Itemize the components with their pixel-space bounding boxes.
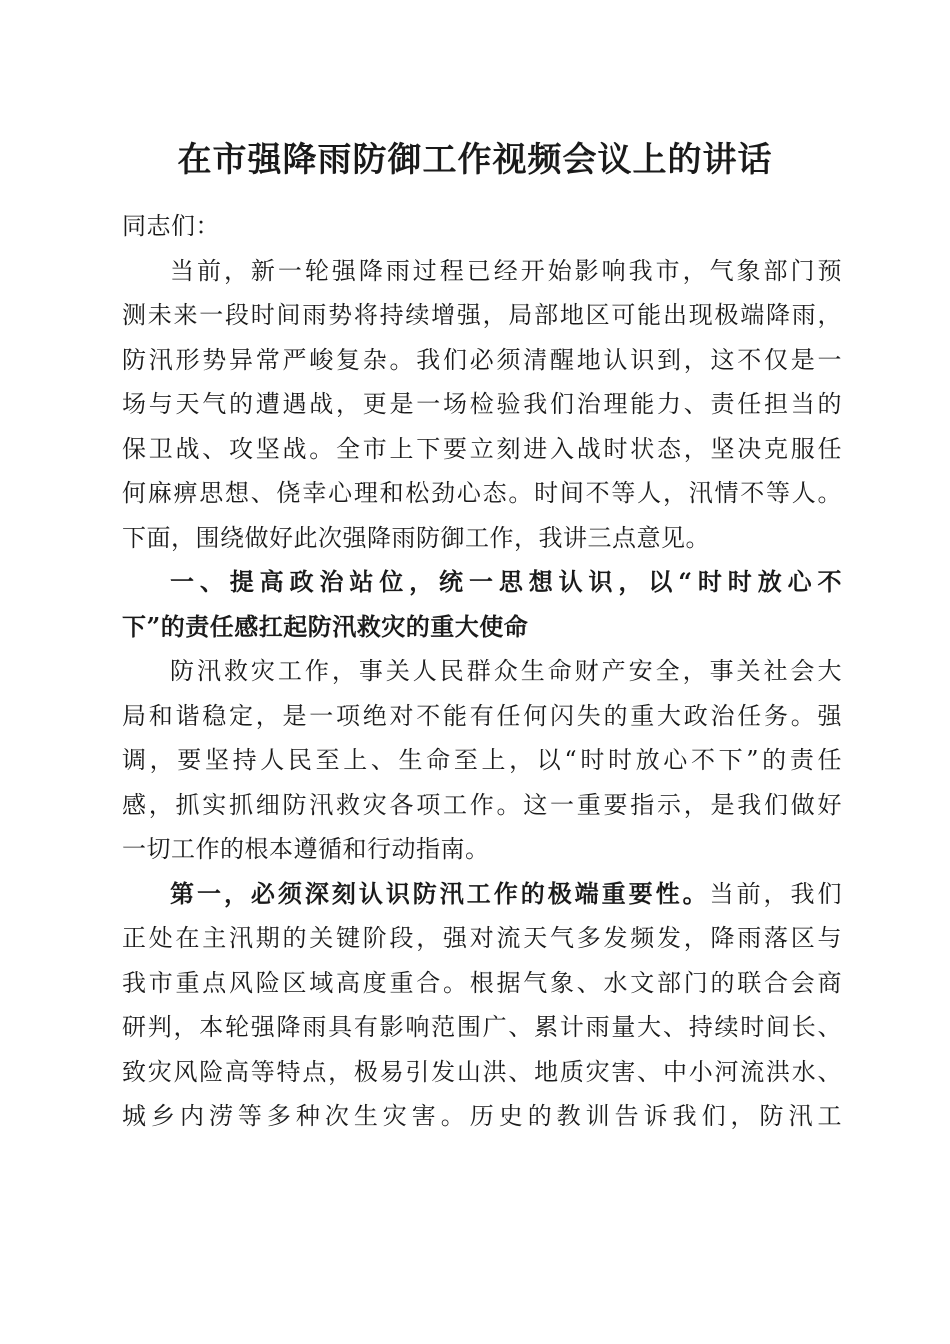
paragraph-1-line-4: 场与天气的遭遇战，更是一场检验我们治理能力、责任担当的 [122,390,842,418]
paragraph-1-line-6: 何麻痹思想、侥幸心理和松劲心态。时间不等人，汛情不等人。 [122,479,842,507]
salutation: 同志们： [122,212,220,240]
paragraph-3-line-4: 研判，本轮强降雨具有影响范围广、累计雨量大、持续时间长、 [122,1013,842,1041]
paragraph-3-line-5: 致灾风险高等特点，极易引发山洪、地质灾害、中小河流洪水、 [122,1057,842,1086]
paragraph-1-line-2: 测未来一段时间雨势将持续增强，局部地区可能出现极端降雨， [122,301,842,329]
paragraph-3-line-3: 我市重点风险区域高度重合。根据气象、水文部门的联合会商 [122,968,842,997]
paragraph-1-line-1: 当前，新一轮强降雨过程已经开始影响我市，气象部门预 [170,256,842,285]
paragraph-3-line-2: 正处在主汛期的关键阶段，强对流天气多发频发，降雨落区与 [122,924,842,952]
paragraph-2-line-4: 感，抓实抓细防汛救灾各项工作。这一重要指示，是我们做好 [122,790,842,819]
paragraph-1-line-3: 防汛形势异常严峻复杂。我们必须清醒地认识到，这不仅是一 [122,345,842,374]
paragraph-3-lead: 第一，必须深刻认识防汛工作的极端重要性。 [170,878,710,908]
section-heading-line-2: 下”的责任感扛起防汛救灾的重大使命 [122,611,529,641]
paragraph-1-line-7: 下面，围绕做好此次强降雨防御工作，我讲三点意见。 [122,523,710,552]
paragraph-3-line-1 [122,872,842,917]
paragraph-1-line-5: 保卫战、攻坚战。全市上下要立刻进入战时状态，坚决克服任 [122,434,842,463]
document-title: 在市强降雨防御工作视频会议上的讲话 [177,140,773,180]
paragraph-3-line-6: 城乡内涝等多种次生灾害。历史的教训告诉我们，防汛工 [122,1102,842,1130]
paragraph-2-line-5: 一切工作的根本遵循和行动指南。 [122,835,490,863]
paragraph-2-line-3: 调，要坚持人民至上、生命至上，以“时时放心不下”的责任 [122,746,842,774]
paragraph-2-line-2: 局和谐稳定，是一项绝对不能有任何闪失的重大政治任务。强 [122,701,842,730]
document-body [122,204,842,1139]
paragraph-3-line-1-rest: 当前，我们 [709,879,842,908]
section-heading-line-1: 一、提高政治站位，统一思想认识，以“时时放心不 [170,567,842,596]
paragraph-2-line-1: 防汛救灾工作，事关人民群众生命财产安全，事关社会大 [170,657,842,685]
